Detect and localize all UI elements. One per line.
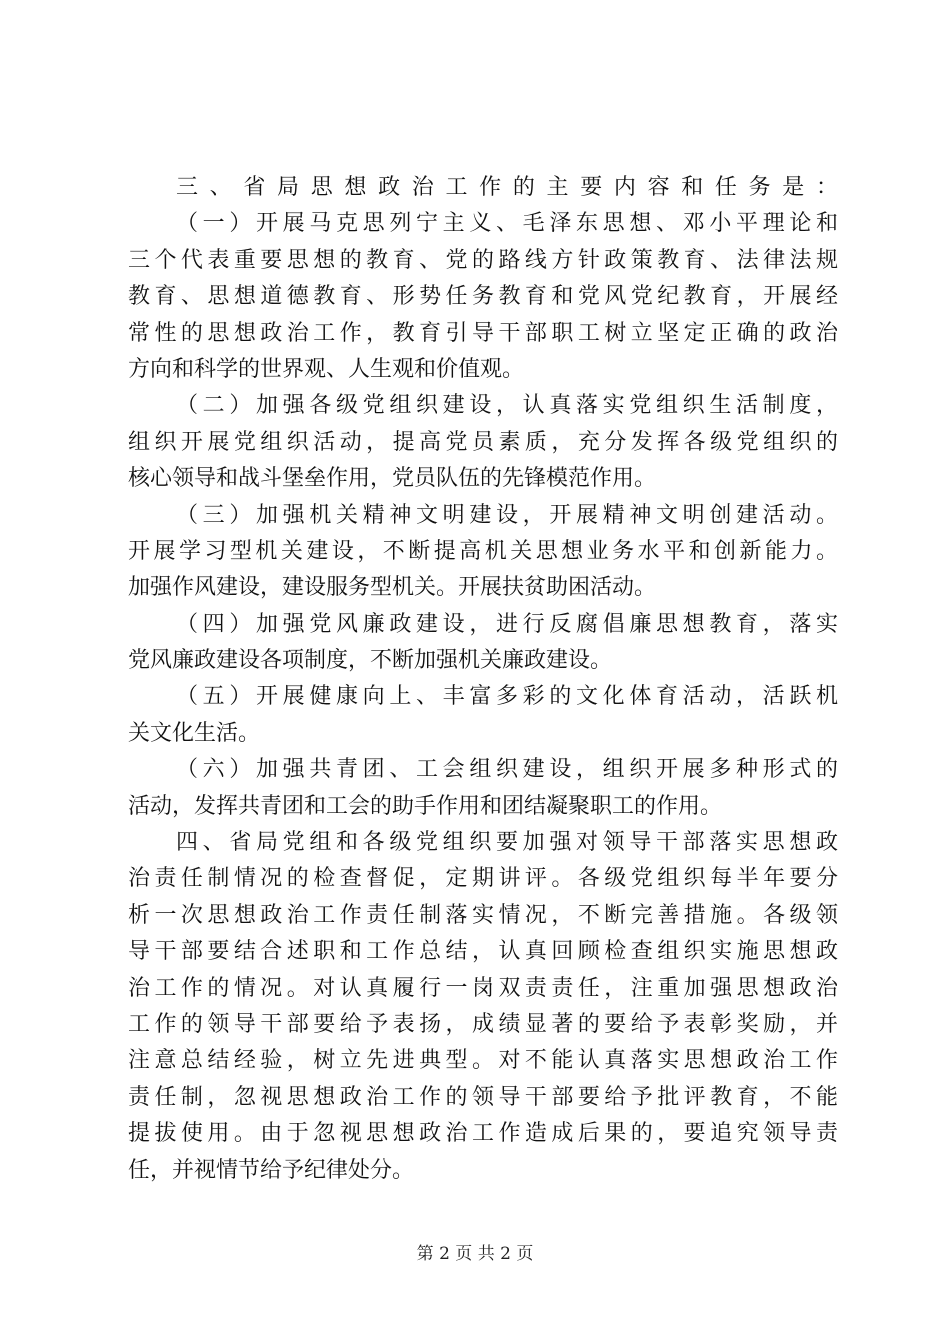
section-heading-4: 四、省局党组和各级党组织要加强对领导干部落实思想政 [176,830,838,856]
text-line: 治工作的情况。对认真履行一岗双责责任，注重加强思想政治 [128,975,838,1001]
text-line: 工作的领导干部要给予表扬，成绩显著的要给予表彰奖励，并 [128,1011,838,1037]
text-line: 组织开展党组织活动，提高党员素质，充分发挥各级党组织的 [128,429,838,455]
text-line: 提拔使用。由于忽视思想政治工作造成后果的，要追究领导责 [128,1121,838,1147]
text-line: （二）加强各级党组织建设，认真落实党组织生活制度， [176,393,838,419]
document-body [128,170,838,1189]
text-line: 核心领导和战斗堡垒作用，党员队伍的先锋模范作用。 [128,466,657,492]
text-line: 关文化生活。 [128,720,261,746]
text-line: 析一次思想政治工作责任制落实情况，不断完善措施。各级领 [128,902,838,928]
text-line: （五）开展健康向上、丰富多彩的文化体育活动，活跃机 [176,684,838,710]
text-line: 方向和科学的世界观、人生观和价值观。 [128,356,525,382]
text-line: 责任制，忽视思想政治工作的领导干部要给予批评教育，不能 [128,1084,838,1110]
text-line: 三个代表重要思想的教育、党的路线方针政策教育、法律法规 [128,247,838,273]
text-line: 导干部要结合述职和工作总结，认真回顾检查组织实施思想政 [128,939,838,965]
text-line: 教育、思想道德教育、形势任务教育和党风党纪教育，开展经 [128,284,838,310]
text-line: （一）开展马克思列宁主义、毛泽东思想、邓小平理论和 [176,211,838,237]
text-line: 加强作风建设，建设服务型机关。开展扶贫助困活动。 [128,575,657,601]
text-line: （四）加强党风廉政建设，进行反腐倡廉思想教育，落实 [176,611,838,637]
text-line: 开展学习型机关建设，不断提高机关思想业务水平和创新能力。 [128,538,838,564]
text-line: （三）加强机关精神文明建设，开展精神文明创建活动。 [176,502,838,528]
text-line: 常性的思想政治工作，教育引导干部职工树立坚定正确的政治 [128,320,838,346]
text-line: （六）加强共青团、工会组织建设，组织开展多种形式的 [176,757,838,783]
text-line: 活动，发挥共青团和工会的助手作用和团结凝聚职工的作用。 [128,793,723,819]
text-line: 注意总结经验，树立先进典型。对不能认真落实思想政治工作 [128,1048,838,1074]
text-line: 任，并视情节给予纪律处分。 [128,1157,415,1183]
page-number-footer: 第 2 页 共 2 页 [416,1244,534,1264]
text-line: 治责任制情况的检查督促，定期讲评。各级党组织每半年要分 [128,866,838,892]
text-line: 党风廉政建设各项制度，不断加强机关廉政建设。 [128,648,613,674]
section-heading-3: 三、省局思想政治工作的主要内容和任务是： [176,175,838,200]
